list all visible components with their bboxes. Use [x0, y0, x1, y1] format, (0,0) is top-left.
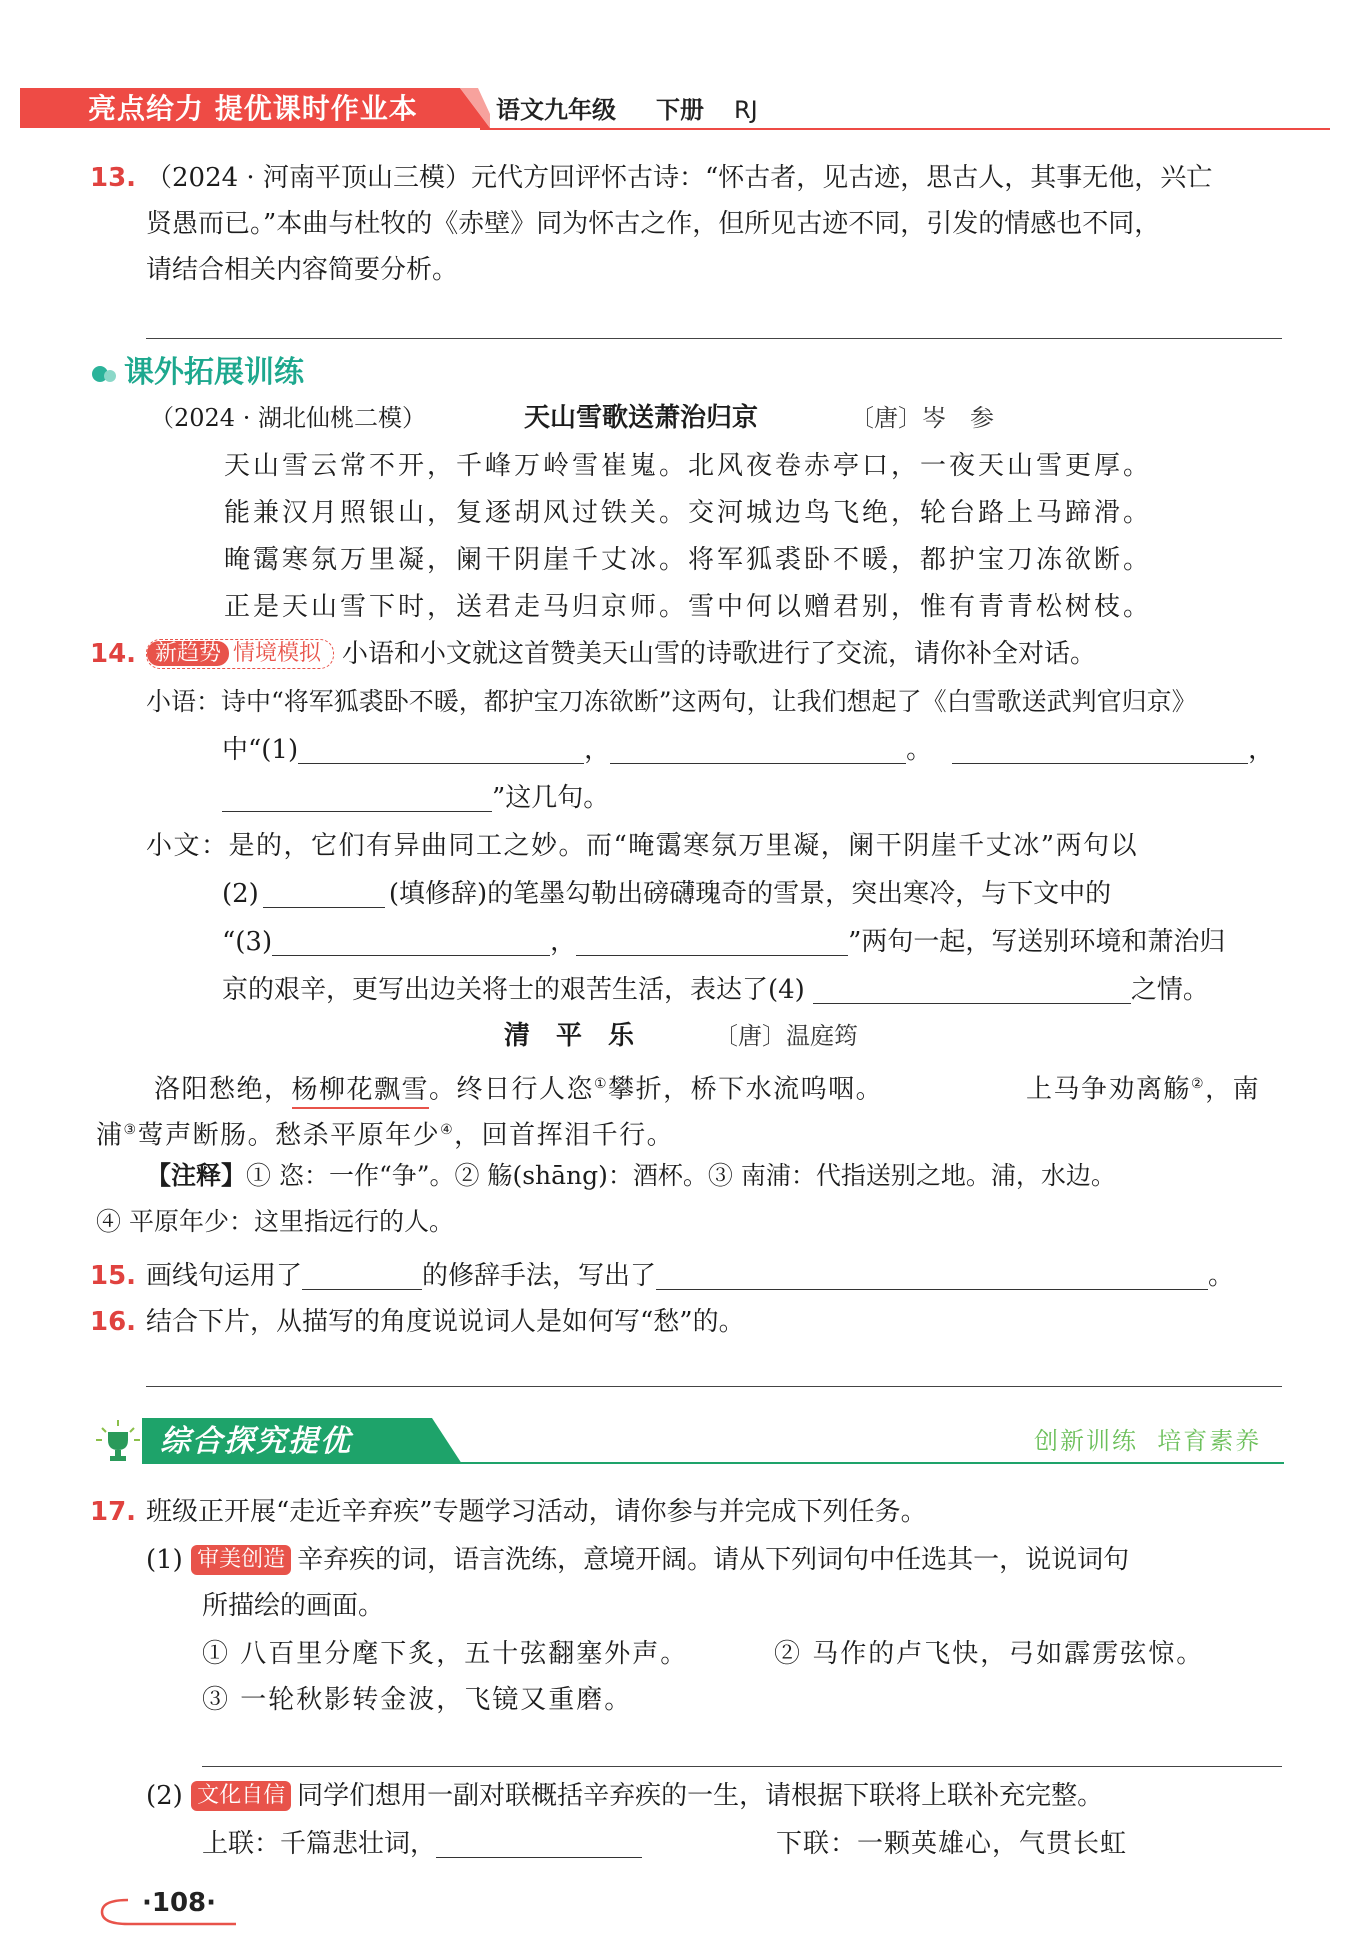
q13-answer-line[interactable]: [146, 338, 1282, 339]
xiaowen-line-1: 小文：是的，它们有异曲同工之妙。而“晻霭寒氛万里凝，阑干阴崖千丈冰”两句以: [146, 831, 1139, 861]
xiaowen-line-2: (2) (填修辞)的笔墨勾勒出磅礴瑰奇的雪景，突出寒冷，与下文中的: [222, 879, 1112, 909]
bubble-icon: [90, 362, 120, 386]
poem2-author: 〔唐〕温庭筠: [714, 1022, 858, 1050]
poem2-line-1: 洛阳愁绝，杨柳花飘雪。终日行人恣①攀折，桥下水流呜咽。: [154, 1066, 883, 1108]
question-number: 16.: [90, 1307, 137, 1337]
q17-option-2: ② 马作的卢飞快，弓如霹雳弦惊。: [774, 1639, 1205, 1669]
underlined-sentence: 杨柳花飘雪: [292, 1075, 430, 1109]
couplet-lower: 下联：一颗英雄心，气贯长虹: [776, 1829, 1128, 1859]
xiaowen-line-3: “(3) ， ”两句一起，写送别环境和萧治归: [222, 927, 1226, 957]
q17-option-1: ① 八百里分麾下炙，五十弦翻塞外声。: [202, 1639, 689, 1669]
new-trend-label: 新趋势: [147, 641, 229, 666]
header-edition: RJ: [734, 96, 758, 124]
poem1-line: 能兼汉月照银山，复逐胡风过铁关。交河城边鸟飞绝，轮台路上马蹄滑。: [224, 498, 1153, 528]
footer: [96, 1886, 256, 1930]
q14-intro: 小语和小文就这首赞美天山雪的诗歌进行了交流，请你补全对话。: [342, 639, 1097, 669]
context-label: 情境模拟: [233, 641, 322, 666]
question-number: 14.: [90, 639, 137, 669]
couplet-upper: 上联：千篇悲壮词，: [202, 1826, 642, 1862]
question-number: 17.: [90, 1497, 137, 1527]
trophy-icon: [94, 1418, 142, 1466]
notes-line-2: ④ 平原年少：这里指远行的人。: [96, 1207, 454, 1236]
blank-1b[interactable]: [610, 735, 906, 764]
culture-tag: 文化自信: [191, 1781, 291, 1811]
section-title: 综合探究提优: [160, 1424, 352, 1459]
aesthetic-tag: 审美创造: [191, 1545, 291, 1575]
q17-intro: 班级正开展“走近辛弃疾”专题学习活动，请你参与并完成下列任务。: [146, 1497, 927, 1527]
question-number: 15.: [90, 1261, 137, 1291]
section-comprehensive: [94, 1414, 1284, 1470]
blank-3a[interactable]: [272, 927, 550, 956]
blank-1a[interactable]: [298, 735, 584, 764]
q15-blank-2[interactable]: [656, 1261, 1208, 1290]
poem1-line: 正是天山雪下时，送君走马归京师。雪中何以赠君别，惟有青青松树枝。: [224, 592, 1153, 622]
q16-answer-line[interactable]: [146, 1386, 1282, 1387]
poem-2: [0, 1018, 1350, 1238]
xiaoyu-line-1: 小语：诗中“将军狐裘卧不暖，都护宝刀冻欲断”这两句，让我们想起了《白雪歌送武判官归京》: [146, 687, 1197, 716]
poem2-title: 清 平 乐: [504, 1021, 635, 1051]
section-rule: [434, 1462, 1284, 1464]
question-13: [0, 160, 1350, 300]
blank-1d[interactable]: [222, 783, 492, 812]
q13-line-2: 贤愚而已。”本曲与杜牧的《赤壁》同为怀古之作，但所见古迹不同，引发的情感也不同，: [146, 209, 1161, 239]
section-title: 课外拓展训练: [124, 355, 304, 390]
header-bar: [20, 84, 1330, 132]
header-rule: [480, 128, 1330, 130]
blank-2[interactable]: [263, 879, 385, 908]
couplet-blank[interactable]: [436, 1829, 642, 1858]
section-subtitle: 创新训练 培育素养: [1034, 1427, 1262, 1455]
question-17: [0, 1494, 1350, 1874]
q13-line-3: 请结合相关内容简要分析。: [146, 255, 459, 285]
trend-tag: [146, 639, 334, 669]
poem1-title: 天山雪歌送萧治归京: [524, 403, 759, 433]
blank-1c[interactable]: [952, 735, 1248, 764]
poem2-line-2: 浦③莺声断肠。愁杀平原年少④，回首挥泪千行。: [96, 1120, 675, 1151]
page-number: ·108·: [142, 1888, 217, 1918]
q17-part-2: (2) 文化自信 同学们想用一副对联概括辛弃疾的一生，请根据下联将上联补充完整。: [146, 1781, 1104, 1811]
poem-1: [0, 400, 1350, 630]
poem1-line: 晻霭寒氛万里凝，阑干阴崖千丈冰。将军狐裘卧不暖，都护宝刀冻欲断。: [224, 545, 1153, 575]
blank-4[interactable]: [813, 975, 1131, 1004]
blank-3b[interactable]: [576, 927, 848, 956]
q13-line-1: （2024 · 河南平顶山三模）元代方回评怀古诗：“怀古者，见古迹，思古人，其事无他，兴亡: [146, 163, 1213, 193]
header-grade: 语文九年级: [496, 96, 616, 124]
q17-part-1: (1) 审美创造 辛弃疾的词，语言洗练，意境开阔。请从下列词句中任选其一，说说词句: [146, 1545, 1130, 1575]
question-15: 15. 画线句运用了 的修辞手法，写出了 。: [90, 1261, 1235, 1291]
header-volume: 下册: [656, 96, 704, 124]
header-brand: 亮点给力 提优课时作业本: [88, 92, 418, 125]
poem1-line: 天山雪云常不开，千峰万岭雪崔嵬。北风夜卷赤亭口，一夜天山雪更厚。: [224, 451, 1153, 481]
q15-blank-1[interactable]: [302, 1261, 422, 1290]
poem2-line-1-right: 上马争劝离觞②，南: [1026, 1074, 1261, 1105]
poem1-source: （2024 · 湖北仙桃二模）: [150, 404, 426, 432]
question-number: 13.: [90, 163, 137, 193]
xiaoyu-line-2: 中“(1) ， 。 ，: [222, 735, 1275, 765]
q16-text: 结合下片，从描写的角度说说词人是如何写“愁”的。: [146, 1307, 745, 1337]
xiaoyu-line-3: ”这几句。: [222, 780, 609, 816]
question-14: [0, 636, 1350, 1016]
q17-1-answer-line[interactable]: [202, 1766, 1282, 1767]
question-16: [0, 1304, 1350, 1344]
q17-option-3: ③ 一轮秋影转金波，飞镜又重磨。: [202, 1685, 633, 1715]
notes-line-1: 【注释】① 恣：一作“争”。② 觞(shāng)：酒杯。③ 南浦：代指送别之地。浦，水边。: [146, 1161, 1116, 1190]
poem1-author: 〔唐〕岑 参: [850, 404, 994, 432]
section-extension: [90, 350, 490, 394]
q17-part-1-line-2: 所描绘的画面。: [202, 1591, 385, 1621]
notes-label: 【注释】: [146, 1161, 247, 1190]
xiaowen-line-4: 京的艰辛，更写出边关将士的艰苦生活，表达了(4) 之情。: [222, 975, 1209, 1005]
